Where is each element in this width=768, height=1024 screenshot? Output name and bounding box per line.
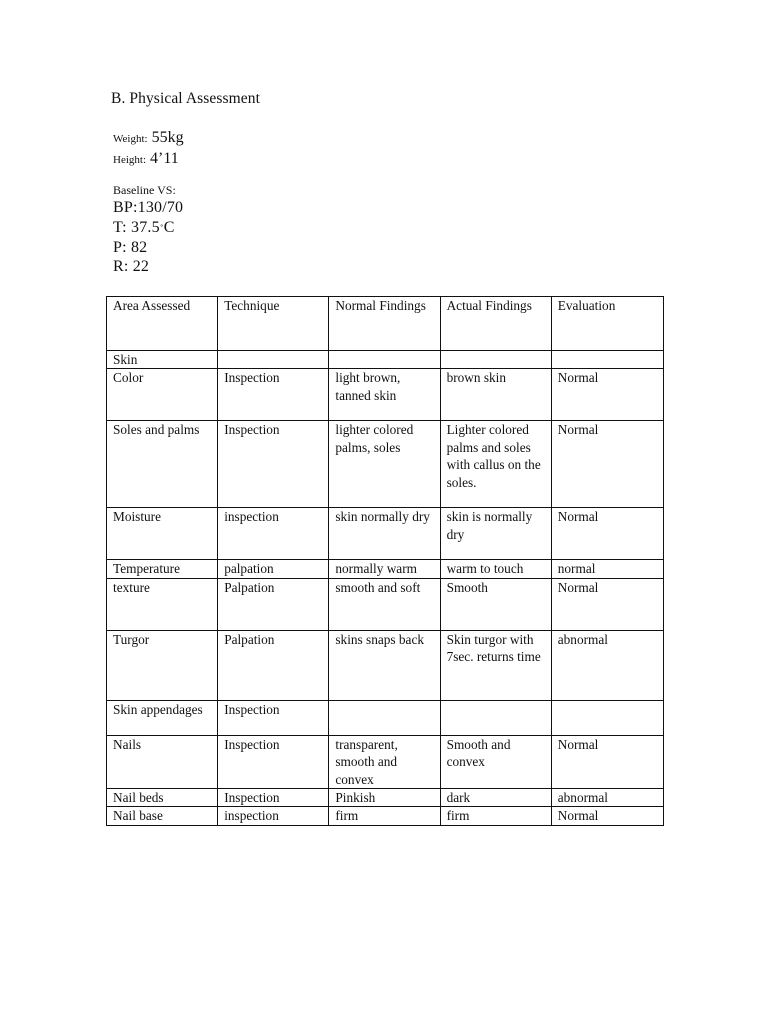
table-cell: warm to touch: [440, 560, 551, 578]
table-cell: [551, 351, 663, 369]
table-cell: Palpation: [218, 630, 329, 700]
weight-line: [113, 129, 184, 147]
table-cell: Soles and palms: [107, 421, 218, 508]
table-cell: Temperature: [107, 560, 218, 578]
table-cell: Inspection: [218, 369, 329, 421]
table-row: [107, 700, 664, 735]
table-cell: Color: [107, 369, 218, 421]
respiration: R: 22: [113, 258, 150, 275]
table-cell: palpation: [218, 560, 329, 578]
temperature: [113, 219, 175, 237]
weight-value: 55kg: [151, 129, 184, 146]
table-row: [107, 560, 664, 578]
table-cell: Nail base: [107, 807, 218, 825]
table-cell: [551, 700, 663, 735]
table-cell: skin normally dry: [329, 508, 440, 560]
pulse: P: 82: [113, 239, 148, 256]
temperature-unit: C: [163, 219, 175, 236]
table-cell: Skin appendages: [107, 700, 218, 735]
table-cell: [440, 351, 551, 369]
table-cell: smooth and soft: [329, 578, 440, 630]
table-cell: texture: [107, 578, 218, 630]
table-cell: skins snaps back: [329, 630, 440, 700]
table-cell: brown skin: [440, 369, 551, 421]
table-cell: Moisture: [107, 508, 218, 560]
table-cell: Normal: [551, 807, 663, 825]
table-row: [107, 369, 664, 421]
table-cell: Inspection: [218, 735, 329, 788]
table-cell: Turgor: [107, 630, 218, 700]
height-label: Height:: [113, 154, 146, 166]
weight-label: Weight:: [113, 133, 148, 145]
height-line: [113, 150, 179, 168]
table-cell: Inspection: [218, 789, 329, 807]
table-cell: Skin turgor with 7sec. returns time: [440, 630, 551, 700]
table-row: [107, 508, 664, 560]
section-title: B. Physical Assessment: [111, 90, 261, 107]
table-cell: light brown, tanned skin: [329, 369, 440, 421]
assessment-table-body: [107, 297, 664, 826]
table-row: [107, 789, 664, 807]
degree-symbol: ˚: [159, 223, 164, 235]
table-cell: lighter colored palms, soles: [329, 421, 440, 508]
table-row: [107, 630, 664, 700]
table-cell: [440, 700, 551, 735]
table-header-row: [107, 297, 664, 351]
table-cell: Normal: [551, 578, 663, 630]
table-cell: Skin: [107, 351, 218, 369]
table-cell: Pinkish: [329, 789, 440, 807]
table-cell: Inspection: [218, 700, 329, 735]
header-cell: Normal Findings: [329, 297, 440, 351]
assessment-table: [106, 296, 664, 826]
table-cell: inspection: [218, 807, 329, 825]
table-cell: Nail beds: [107, 789, 218, 807]
table-cell: [329, 700, 440, 735]
table-row: [107, 421, 664, 508]
table-cell: Normal: [551, 369, 663, 421]
baseline-vs-label: Baseline VS:: [113, 183, 176, 197]
table-cell: [329, 351, 440, 369]
height-value: 4’11: [150, 150, 179, 167]
table-cell: abnormal: [551, 789, 663, 807]
table-row: [107, 578, 664, 630]
table-cell: abnormal: [551, 630, 663, 700]
table-cell: Nails: [107, 735, 218, 788]
table-cell: Normal: [551, 421, 663, 508]
temperature-value: T: 37.5: [113, 219, 160, 236]
header-cell: Technique: [218, 297, 329, 351]
table-cell: dark: [440, 789, 551, 807]
table-cell: normal: [551, 560, 663, 578]
table-cell: inspection: [218, 508, 329, 560]
table-cell: skin is normally dry: [440, 508, 551, 560]
table-row: [107, 735, 664, 788]
header-cell: Area Assessed: [107, 297, 218, 351]
table-cell: [218, 351, 329, 369]
table-cell: normally warm: [329, 560, 440, 578]
blood-pressure: BP:130/70: [113, 199, 184, 216]
table-cell: Inspection: [218, 421, 329, 508]
table-cell: Smooth and convex: [440, 735, 551, 788]
header-cell: Actual Findings: [440, 297, 551, 351]
table-row: [107, 807, 664, 825]
table-cell: transparent, smooth and convex: [329, 735, 440, 788]
table-cell: Smooth: [440, 578, 551, 630]
header-cell: Evaluation: [551, 297, 663, 351]
table-cell: firm: [329, 807, 440, 825]
table-cell: Normal: [551, 735, 663, 788]
table-cell: Lighter colored palms and soles with callus on the soles.: [440, 421, 551, 508]
table-cell: Palpation: [218, 578, 329, 630]
table-cell: firm: [440, 807, 551, 825]
table-cell: Normal: [551, 508, 663, 560]
table-row: [107, 351, 664, 369]
